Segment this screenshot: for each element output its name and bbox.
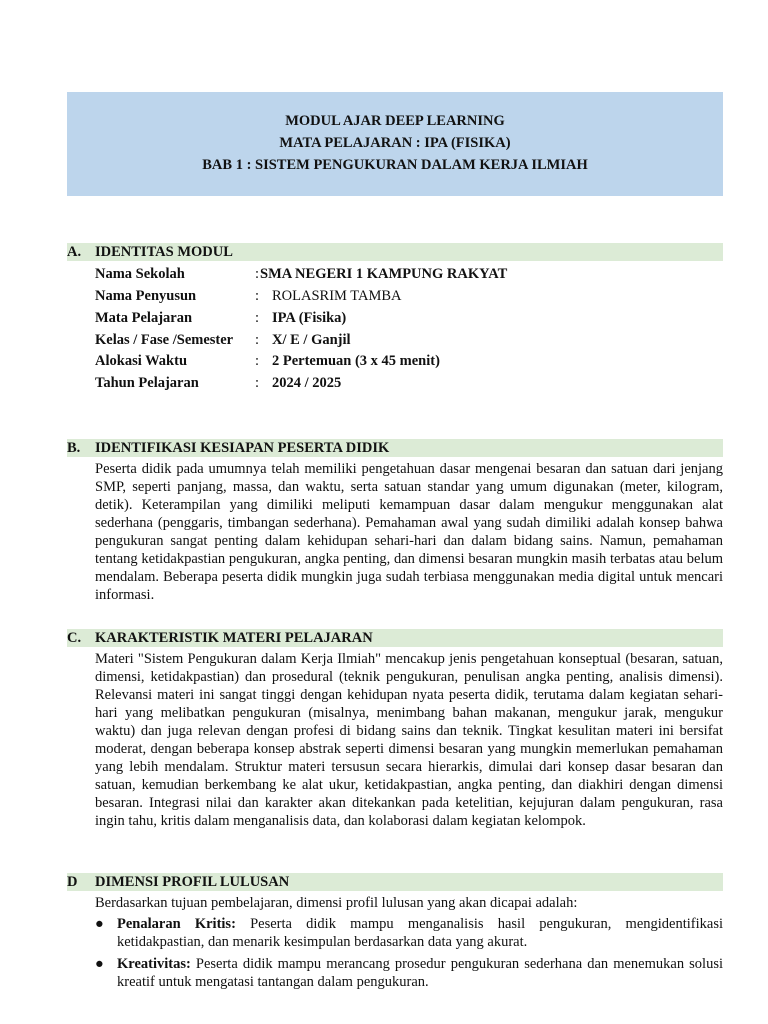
list-item bbox=[95, 915, 723, 953]
section-d-heading bbox=[67, 873, 723, 891]
bullet-text bbox=[117, 915, 723, 951]
section-title: IDENTITAS MODUL bbox=[95, 244, 233, 260]
identity-label: Nama Penyusun bbox=[95, 288, 197, 304]
identity-row bbox=[95, 372, 715, 394]
identity-colon: : bbox=[255, 332, 260, 348]
section-b-heading bbox=[67, 439, 723, 457]
section-title: DIMENSI PROFIL LULUSAN bbox=[95, 874, 290, 890]
bullet-body: Peserta didik mampu menganalisis hasil pengukuran, mengidentifikasi ketidakpastian, dan menarik kesimpulan berdasarkan data yang akurat. bbox=[117, 916, 723, 950]
identity-value: 2 Pertemuan (3 x 45 menit) bbox=[272, 353, 440, 369]
identity-colon: : bbox=[255, 310, 260, 326]
bullet-heading: Penalaran Kritis: bbox=[117, 916, 236, 932]
identity-label: Nama Sekolah bbox=[95, 266, 185, 282]
section-c-paragraph: Materi "Sistem Pengukuran dalam Kerja Ilmiah" mencakup jenis pengetahuan konseptual (besaran, satuan, dimensi, ketidakpastian) dan prosedural (teknik pengukuran, penulisan angka penting, analisis dimensi). Relevansi materi ini sangat tinggi dengan kehidupan nyata peserta didik, terutama dalam kegiatan sehari-hari yang melibatkan pengukuran (misalnya, menimbang bahan makanan, mengukur jarak, mengukur waktu) dan juga relevan dengan profesi di bidang sains dan teknik. Tingkat kesulitan materi ini bersifat moderat, dengan beberapa konsep abstrak seperti dimensi besaran yang mungkin memerlukan pemahaman yang lebih mendalam. Struktur materi tersusun secara hierarkis, dimulai dari konsep dasar besaran dan satuan, kemudian berkembang ke alat ukur, ketidakpastian, angka penting, dan diakhiri dengan dimensi besaran. Integrasi nilai dan karakter akan ditekankan pada ketelitian, kejujuran dalam pengukuran, rasa ingin tahu, kritis dalam menganalisis data, dan kolaborasi dalam kegiatan kelompok. bbox=[95, 651, 723, 829]
identity-row bbox=[95, 285, 715, 307]
section-c-heading bbox=[67, 629, 723, 647]
section-a-heading bbox=[67, 243, 723, 261]
identity-colon: : bbox=[255, 353, 260, 369]
bullet-text bbox=[117, 955, 723, 991]
section-letter: A. bbox=[67, 244, 82, 260]
identity-row bbox=[95, 350, 715, 372]
header-line-2: MATA PELAJARAN : IPA (FISIKA) bbox=[279, 135, 511, 151]
header-line-1: MODUL AJAR DEEP LEARNING bbox=[285, 113, 505, 129]
section-letter: C. bbox=[67, 630, 82, 646]
identity-row bbox=[95, 263, 715, 285]
bullet-icon: ● bbox=[95, 956, 104, 972]
module-header bbox=[67, 92, 723, 196]
section-b-paragraph: Peserta didik pada umumnya telah memiliki pengetahuan dasar mengenai besaran dan satuan dari jenjang SMP, seperti panjang, massa, dan waktu, serta satuan standar yang umum digunakan (meter, kilogram, detik). Keterampilan yang dimiliki meliputi kemampuan dasar dalam mengukur menggunakan alat sederhana (penggaris, timbangan sederhana). Pemahaman awal yang sudah dimiliki adalah konsep bahwa pengukuran sangat penting dalam kehidupan sehari-hari dan dalam bidang sains. Namun, pemahaman tentang ketidakpastian pengukuran, angka penting, dan dimensi besaran mungkin masih terbatas atau belum mendalam. Beberapa peserta didik mungkin juga sudah terbiasa menggunakan media digital untuk mencari informasi. bbox=[95, 461, 723, 603]
identity-colon: : bbox=[255, 375, 260, 391]
identity-label: Alokasi Waktu bbox=[95, 353, 188, 369]
identity-row bbox=[95, 307, 715, 329]
identity-label: Tahun Pelajaran bbox=[95, 375, 199, 391]
identity-row bbox=[95, 329, 715, 351]
section-title: IDENTIFIKASI KESIAPAN PESERTA DIDIK bbox=[95, 440, 390, 456]
identity-value: IPA (Fisika) bbox=[272, 310, 347, 326]
bullet-icon: ● bbox=[95, 916, 104, 932]
section-d-intro: Berdasarkan tujuan pembelajaran, dimensi profil lulusan yang akan dicapai adalah: bbox=[95, 895, 578, 911]
list-item bbox=[95, 955, 723, 993]
section-title: KARAKTERISTIK MATERI PELAJARAN bbox=[95, 630, 373, 646]
header-line-3: BAB 1 : SISTEM PENGUKURAN DALAM KERJA ILMIAH bbox=[202, 157, 588, 173]
section-letter: D bbox=[67, 874, 78, 890]
bullet-body: Peserta didik mampu merancang prosedur pengukuran sederhana dan menemukan solusi kreatif untuk mengatasi tantangan dalam pengukuran. bbox=[117, 956, 723, 990]
identity-value: SMA NEGERI 1 KAMPUNG RAKYAT bbox=[260, 266, 508, 282]
identity-colon: : bbox=[255, 288, 260, 304]
identity-label: Kelas / Fase /Semester bbox=[95, 332, 234, 348]
identity-value: X/ E / Ganjil bbox=[272, 332, 351, 348]
identity-value: ROLASRIM TAMBA bbox=[272, 288, 402, 304]
identity-value: 2024 / 2025 bbox=[272, 375, 342, 391]
bullet-heading: Kreativitas: bbox=[117, 956, 191, 972]
identity-label: Mata Pelajaran bbox=[95, 310, 193, 326]
section-letter: B. bbox=[67, 440, 81, 456]
identity-colon: : bbox=[255, 266, 260, 282]
